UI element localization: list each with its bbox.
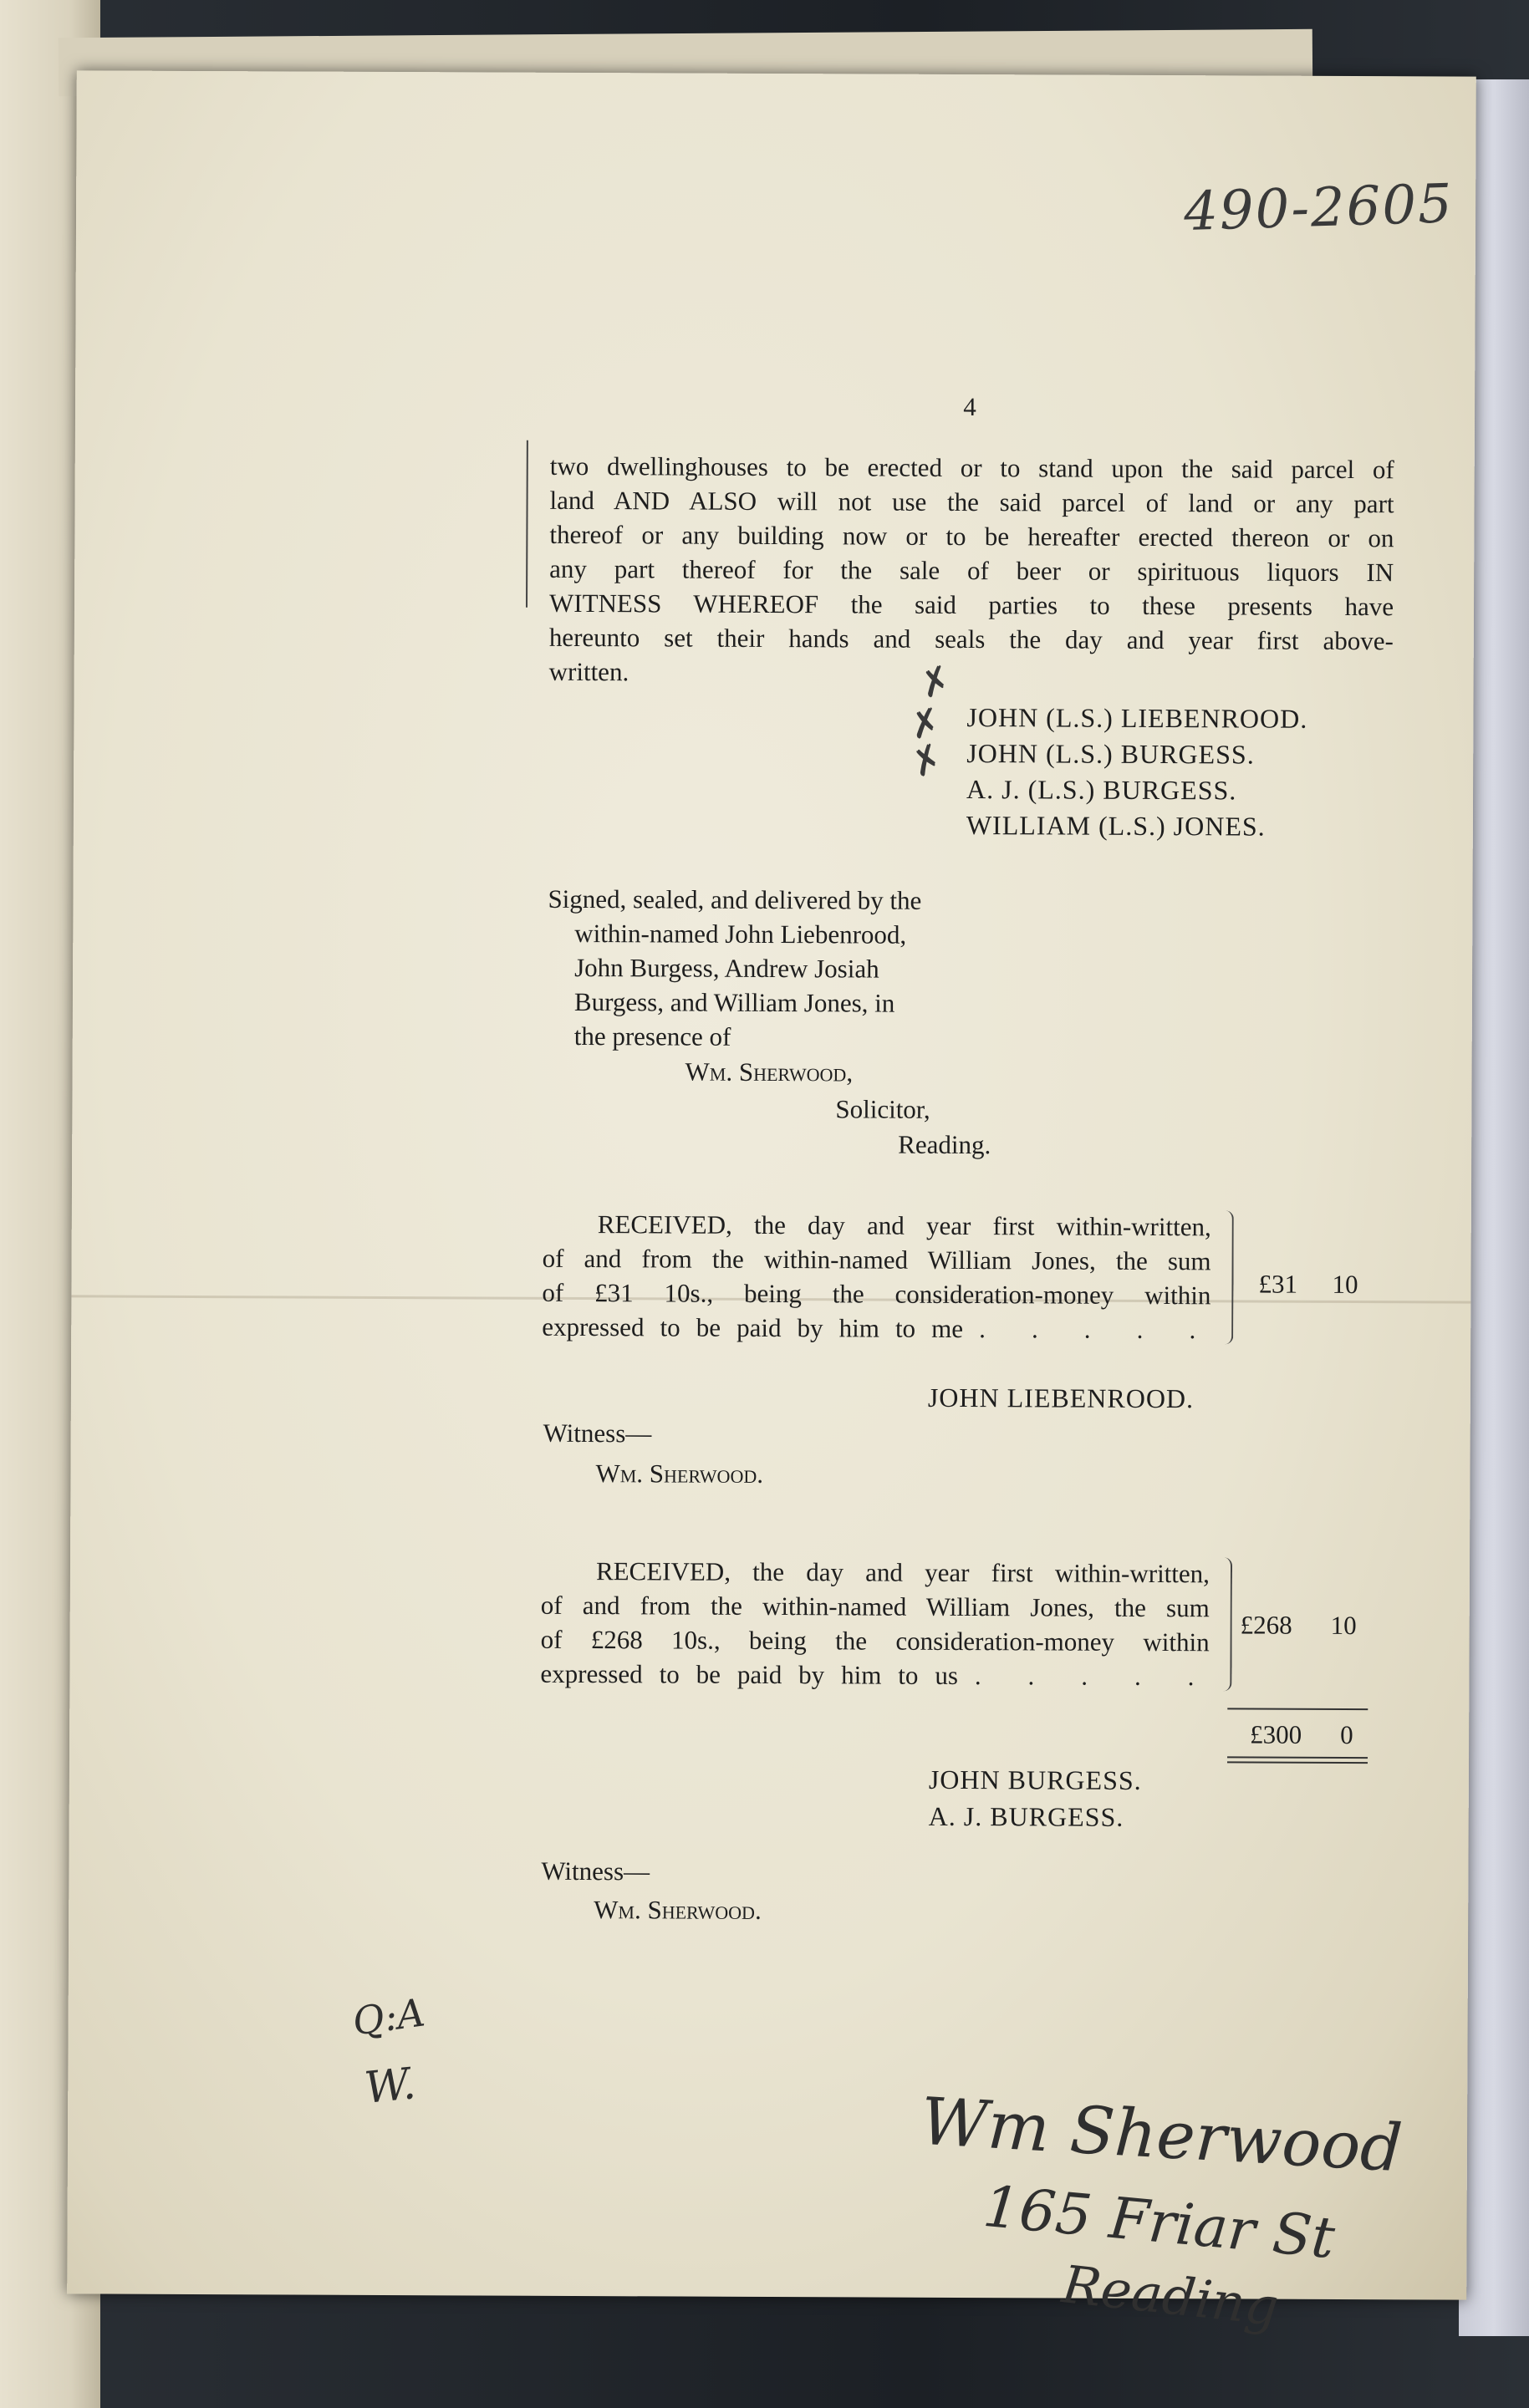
signature-x-mark: ✗ [905, 699, 946, 749]
leader-dots: . . . . . [979, 1314, 1211, 1345]
leader-dots: . . . . . [974, 1661, 1210, 1692]
receipt-line: of and from the within-named William Jones, the sum [542, 1243, 1211, 1276]
receipt-2 [540, 1554, 1210, 1693]
covenant-line: written. [548, 656, 629, 687]
receipt-payee: JOHN LIEBENROOD. [927, 1382, 1195, 1414]
receipt-line-text: expressed to be paid by him to me [542, 1311, 964, 1344]
covenant-line: WITNESS WHEREOF the said parties to these presents have [548, 588, 1394, 622]
receipt-payee: JOHN BURGESS. [928, 1764, 1142, 1795]
attestation-line: John Burgess, Andrew Josiah [574, 952, 879, 984]
attestation-witness: Wm. Sherwood, [685, 1056, 854, 1087]
covenant-line: thereof or any building now or to be hereafter erected thereon or on [549, 519, 1394, 553]
receipt-amount [1258, 1270, 1384, 1301]
witness-label: Witness— [541, 1856, 650, 1886]
total-rule-bottom [1227, 1756, 1368, 1759]
amount-shillings: 10 [1330, 1610, 1357, 1641]
signatory-line: JOHN (L.S.) LIEBENROOD. [966, 702, 1308, 734]
receipt-brace [1216, 1557, 1232, 1691]
receipt-line: of and from the within-named William Jones, the sum [540, 1590, 1210, 1623]
receipt-line: RECEIVED, the day and year first within-written, [597, 1209, 1211, 1242]
total-pounds: £300 [1250, 1719, 1302, 1749]
receipt-brace [1218, 1210, 1234, 1344]
amount-pounds: £31 [1258, 1269, 1298, 1299]
total-shillings: 0 [1340, 1719, 1353, 1750]
signature-x-mark: ✗ [914, 657, 958, 708]
covenant-line: two dwellinghouses to be erected or to stand upon the said parcel of [549, 451, 1394, 485]
handwritten-signature: Wm Sherwood [918, 2084, 1404, 2187]
signatories-block [966, 700, 1308, 845]
covenant-line: hereunto set their hands and seals the day and year first above- [548, 622, 1394, 656]
attestation-clause [548, 882, 1017, 1160]
margin-initials: W. [362, 2059, 419, 2114]
handwritten-reference-number: 490-2605 [1183, 173, 1455, 244]
attestation-line: Signed, sealed, and delivered by the [548, 883, 922, 915]
signatory-line: A. J. (L.S.) BURGESS. [966, 774, 1237, 806]
receipt-last-line [540, 1657, 1209, 1693]
witness-label: Witness— [543, 1418, 652, 1448]
amount-pounds: £268 [1240, 1610, 1292, 1640]
receipt-line-text: expressed to be paid by him to us [540, 1658, 959, 1690]
attestation-line: within-named John Liebenrood, [574, 918, 907, 949]
signatory-line: JOHN (L.S.) BURGESS. [966, 738, 1255, 770]
receipt-line: RECEIVED, the day and year first within-written, [595, 1556, 1210, 1589]
total-rule-double [1227, 1761, 1368, 1764]
margin-initials: Q:A [349, 1989, 428, 2044]
attestation-role: Solicitor, [835, 1094, 930, 1124]
page-number: 4 [963, 391, 976, 422]
attestation-line: Burgess, and William Jones, in [573, 986, 895, 1018]
handwritten-address: 165 Friar St [980, 2173, 1338, 2273]
signature-x-mark: ✗ [904, 735, 951, 787]
receipt-1 [542, 1207, 1211, 1347]
covenant-line: any part thereof for the sale of beer or spirituous liquors IN [549, 553, 1394, 588]
amount-shillings: 10 [1332, 1269, 1358, 1300]
receipt-last-line [542, 1310, 1210, 1347]
witness-name: Wm. Sherwood. [594, 1895, 762, 1925]
receipt-payee: A. J. BURGESS. [928, 1800, 1124, 1832]
document-page [67, 70, 1476, 2339]
handwritten-address: Reading [1059, 2253, 1282, 2339]
witness-name: Wm. Sherwood. [595, 1459, 764, 1489]
covenant-paragraph [549, 449, 1394, 692]
total-rule-top [1227, 1708, 1368, 1710]
attestation-line: the presence of [573, 1021, 731, 1051]
covenant-line: land AND ALSO will not use the said parcel of land or any part [549, 485, 1394, 519]
receipt-line: of £268 10s., being the consideration-money within [540, 1624, 1210, 1657]
receipt-line: of £31 10s., being the consideration-money within [542, 1277, 1211, 1311]
attestation-place: Reading. [898, 1129, 991, 1160]
total-amount [1250, 1720, 1384, 1751]
margin-bracket [526, 440, 540, 608]
receipt-amount [1241, 1610, 1366, 1641]
signatory-line: WILLIAM (L.S.) JONES. [966, 810, 1266, 842]
